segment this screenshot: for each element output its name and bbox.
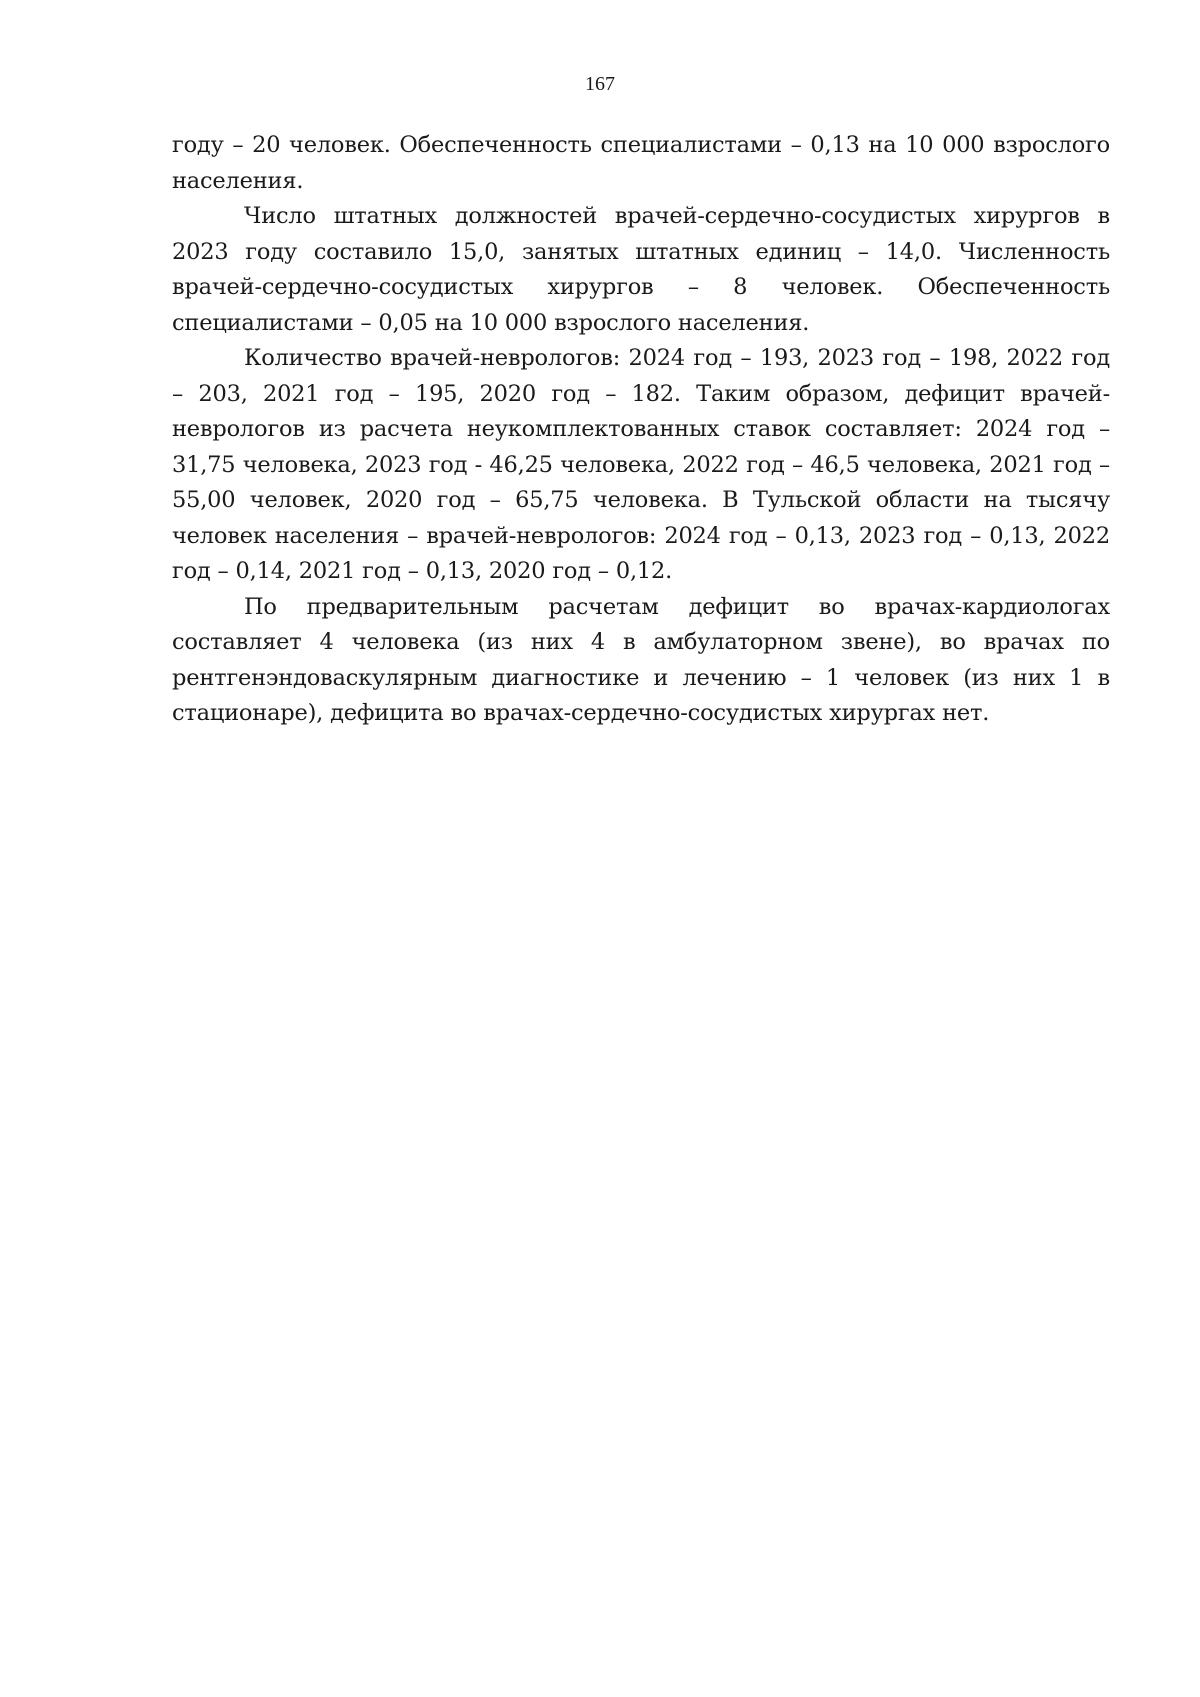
paragraph-cardiovascular-surgeons: Число штатных должностей врачей-сердечно-сосудистых хирургов в 2023 году составило 15,0, занятых штатных единиц – 14,0. Численность врачей-сердечно-сосудистых хирургов – 8 человек. Обеспеченность специалистами – 0,05 на 10 000 взрослого населения.: [172, 203, 1110, 336]
page-number: 167: [585, 73, 615, 95]
paragraph-specialist-coverage: году – 20 человек. Обеспеченность специалистами – 0,13 на 10 000 взрослого населения.: [172, 132, 1110, 194]
paragraph-deficit-estimates: По предварительным расчетам дефицит во врачах-кардиологах составляет 4 человека (из них 4 в амбулаторном звене), во врачах по рентгенэндоваскулярным диагностике и лечению – 1 человек (из них 1 в стационаре), дефицита во врачах-сердечно-сосудистых хирургах нет.: [172, 593, 1110, 726]
body-text: [172, 128, 1110, 732]
paragraph-neurologists: Количество врачей-неврологов: 2024 год – 193, 2023 год – 198, 2022 год – 203, 2021 год – 195, 2020 год – 182. Таким образом, дефицит врачей-неврологов из расчета неукомплектованных ставок составляет: 2024 год – 31,75 человека, 2023 год - 46,25 человека, 2022 год – 46,5 человека, 2021 год – 55,00 человек, 2020 год – 65,75 человека. В Тульской области на тысячу человек населения – врачей-неврологов: 2024 год – 0,13, 2023 год – 0,13, 2022 год – 0,14, 2021 год – 0,13, 2020 год – 0,12.: [172, 345, 1110, 584]
